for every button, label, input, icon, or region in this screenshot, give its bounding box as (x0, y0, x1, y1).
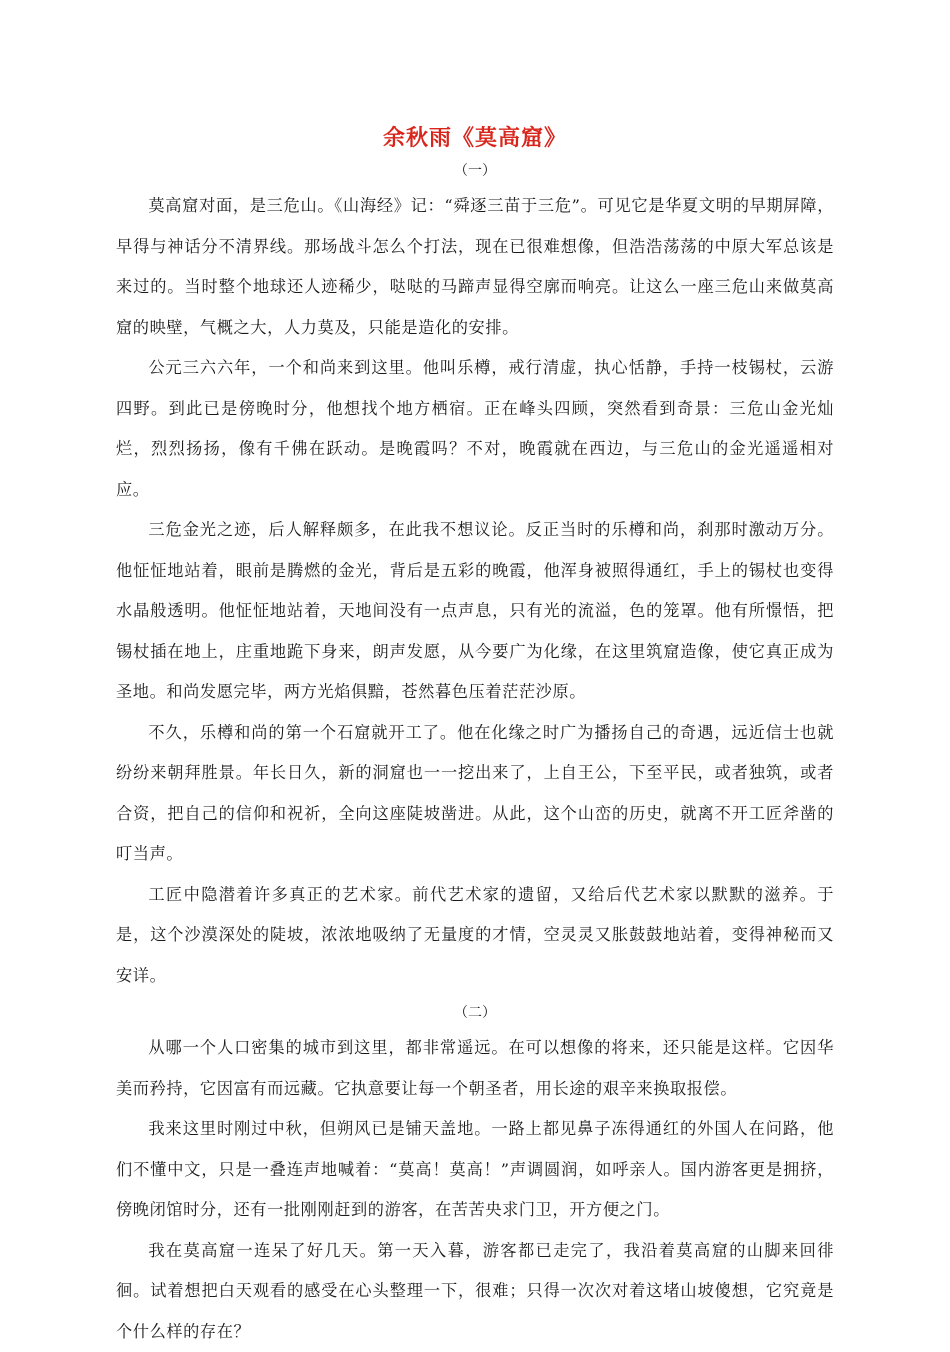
section-two (116, 1000, 834, 1352)
section-heading: （二） (116, 1000, 834, 1026)
paragraph: 三危金光之迹，后人解释颇多，在此我不想议论。反正当时的乐樽和尚，刹那时激动万分。他怔怔地站着，眼前是腾燃的金光，背后是五彩的晚霞，他浑身被照得通红，手上的锡杖也变得水晶般透明。他怔怔地站着，天地间没有一点声息，只有光的流溢，色的笼罩。他有所憬悟，把锡杖插在地上，庄重地跪下身来，朗声发愿，从今要广为化缘，在这里筑窟造像，使它真正成为圣地。和尚发愿完毕，两方光焰俱黯，苍然暮色压着茫茫沙原。 (116, 510, 834, 713)
paragraph: 不久，乐樽和尚的第一个石窟就开工了。他在化缘之时广为播扬自己的奇遇，远近信士也就纷纷来朝拜胜景。年长日久，新的洞窟也一一挖出来了，上自王公，下至平民，或者独筑，或者合资，把自己的信仰和祝祈，全向这座陡坡凿进。从此，这个山峦的历史，就离不开工匠斧凿的叮当声。 (116, 713, 834, 875)
paragraph: 我来这里时刚过中秋，但朔风已是铺天盖地。一路上都见鼻子冻得通红的外国人在问路，他们不懂中文，只是一叠连声地喊着：“莫高！莫高！”声调圆润，如呼亲人。国内游客更是拥挤，傍晚闭馆时分，还有一批刚刚赶到的游客，在苦苦央求门卫，开方便之门。 (116, 1109, 834, 1231)
section-one (116, 158, 834, 996)
paragraph: 从哪一个人口密集的城市到这里，都非常遥远。在可以想像的将来，还只能是这样。它因华美而矜持，它因富有而远藏。它执意要让每一个朝圣者，用长途的艰辛来换取报偿。 (116, 1028, 834, 1109)
paragraph: 莫高窟对面，是三危山。《山海经》记：“舜逐三苗于三危”。可见它是华夏文明的早期屏障，早得与神话分不清界线。那场战斗怎么个打法，现在已很难想像，但浩浩荡荡的中原大军总该是来过的。当时整个地球还人迹稀少，哒哒的马蹄声显得空廓而响亮。让这么一座三危山来做莫高窟的映壁，气概之大，人力莫及，只能是造化的安排。 (116, 186, 834, 348)
section-heading: （一） (116, 158, 834, 184)
paragraph: 工匠中隐潜着许多真正的艺术家。前代艺术家的遗留，又给后代艺术家以默默的滋养。于是，这个沙漠深处的陡坡，浓浓地吸纳了无量度的才情，空灵灵又胀鼓鼓地站着，变得神秘而又安详。 (116, 875, 834, 997)
paragraph: 公元三六六年，一个和尚来到这里。他叫乐樽，戒行清虚，执心恬静，手持一枝锡杖，云游四野。到此已是傍晚时分，他想找个地方栖宿。正在峰头四顾，突然看到奇景：三危山金光灿烂，烈烈扬扬，像有千佛在跃动。是晚霞吗？不对，晚霞就在西边，与三危山的金光遥遥相对应。 (116, 348, 834, 510)
document-page (116, 118, 834, 1352)
paragraph: 我在莫高窟一连呆了好几天。第一天入暮，游客都已走完了，我沿着莫高窟的山脚来回徘徊。试着想把白天观看的感受在心头整理一下，很难；只得一次次对着这堵山坡傻想，它究竟是个什么样的存在？ (116, 1231, 834, 1352)
document-title: 余秋雨《莫高窟》 (116, 118, 834, 158)
